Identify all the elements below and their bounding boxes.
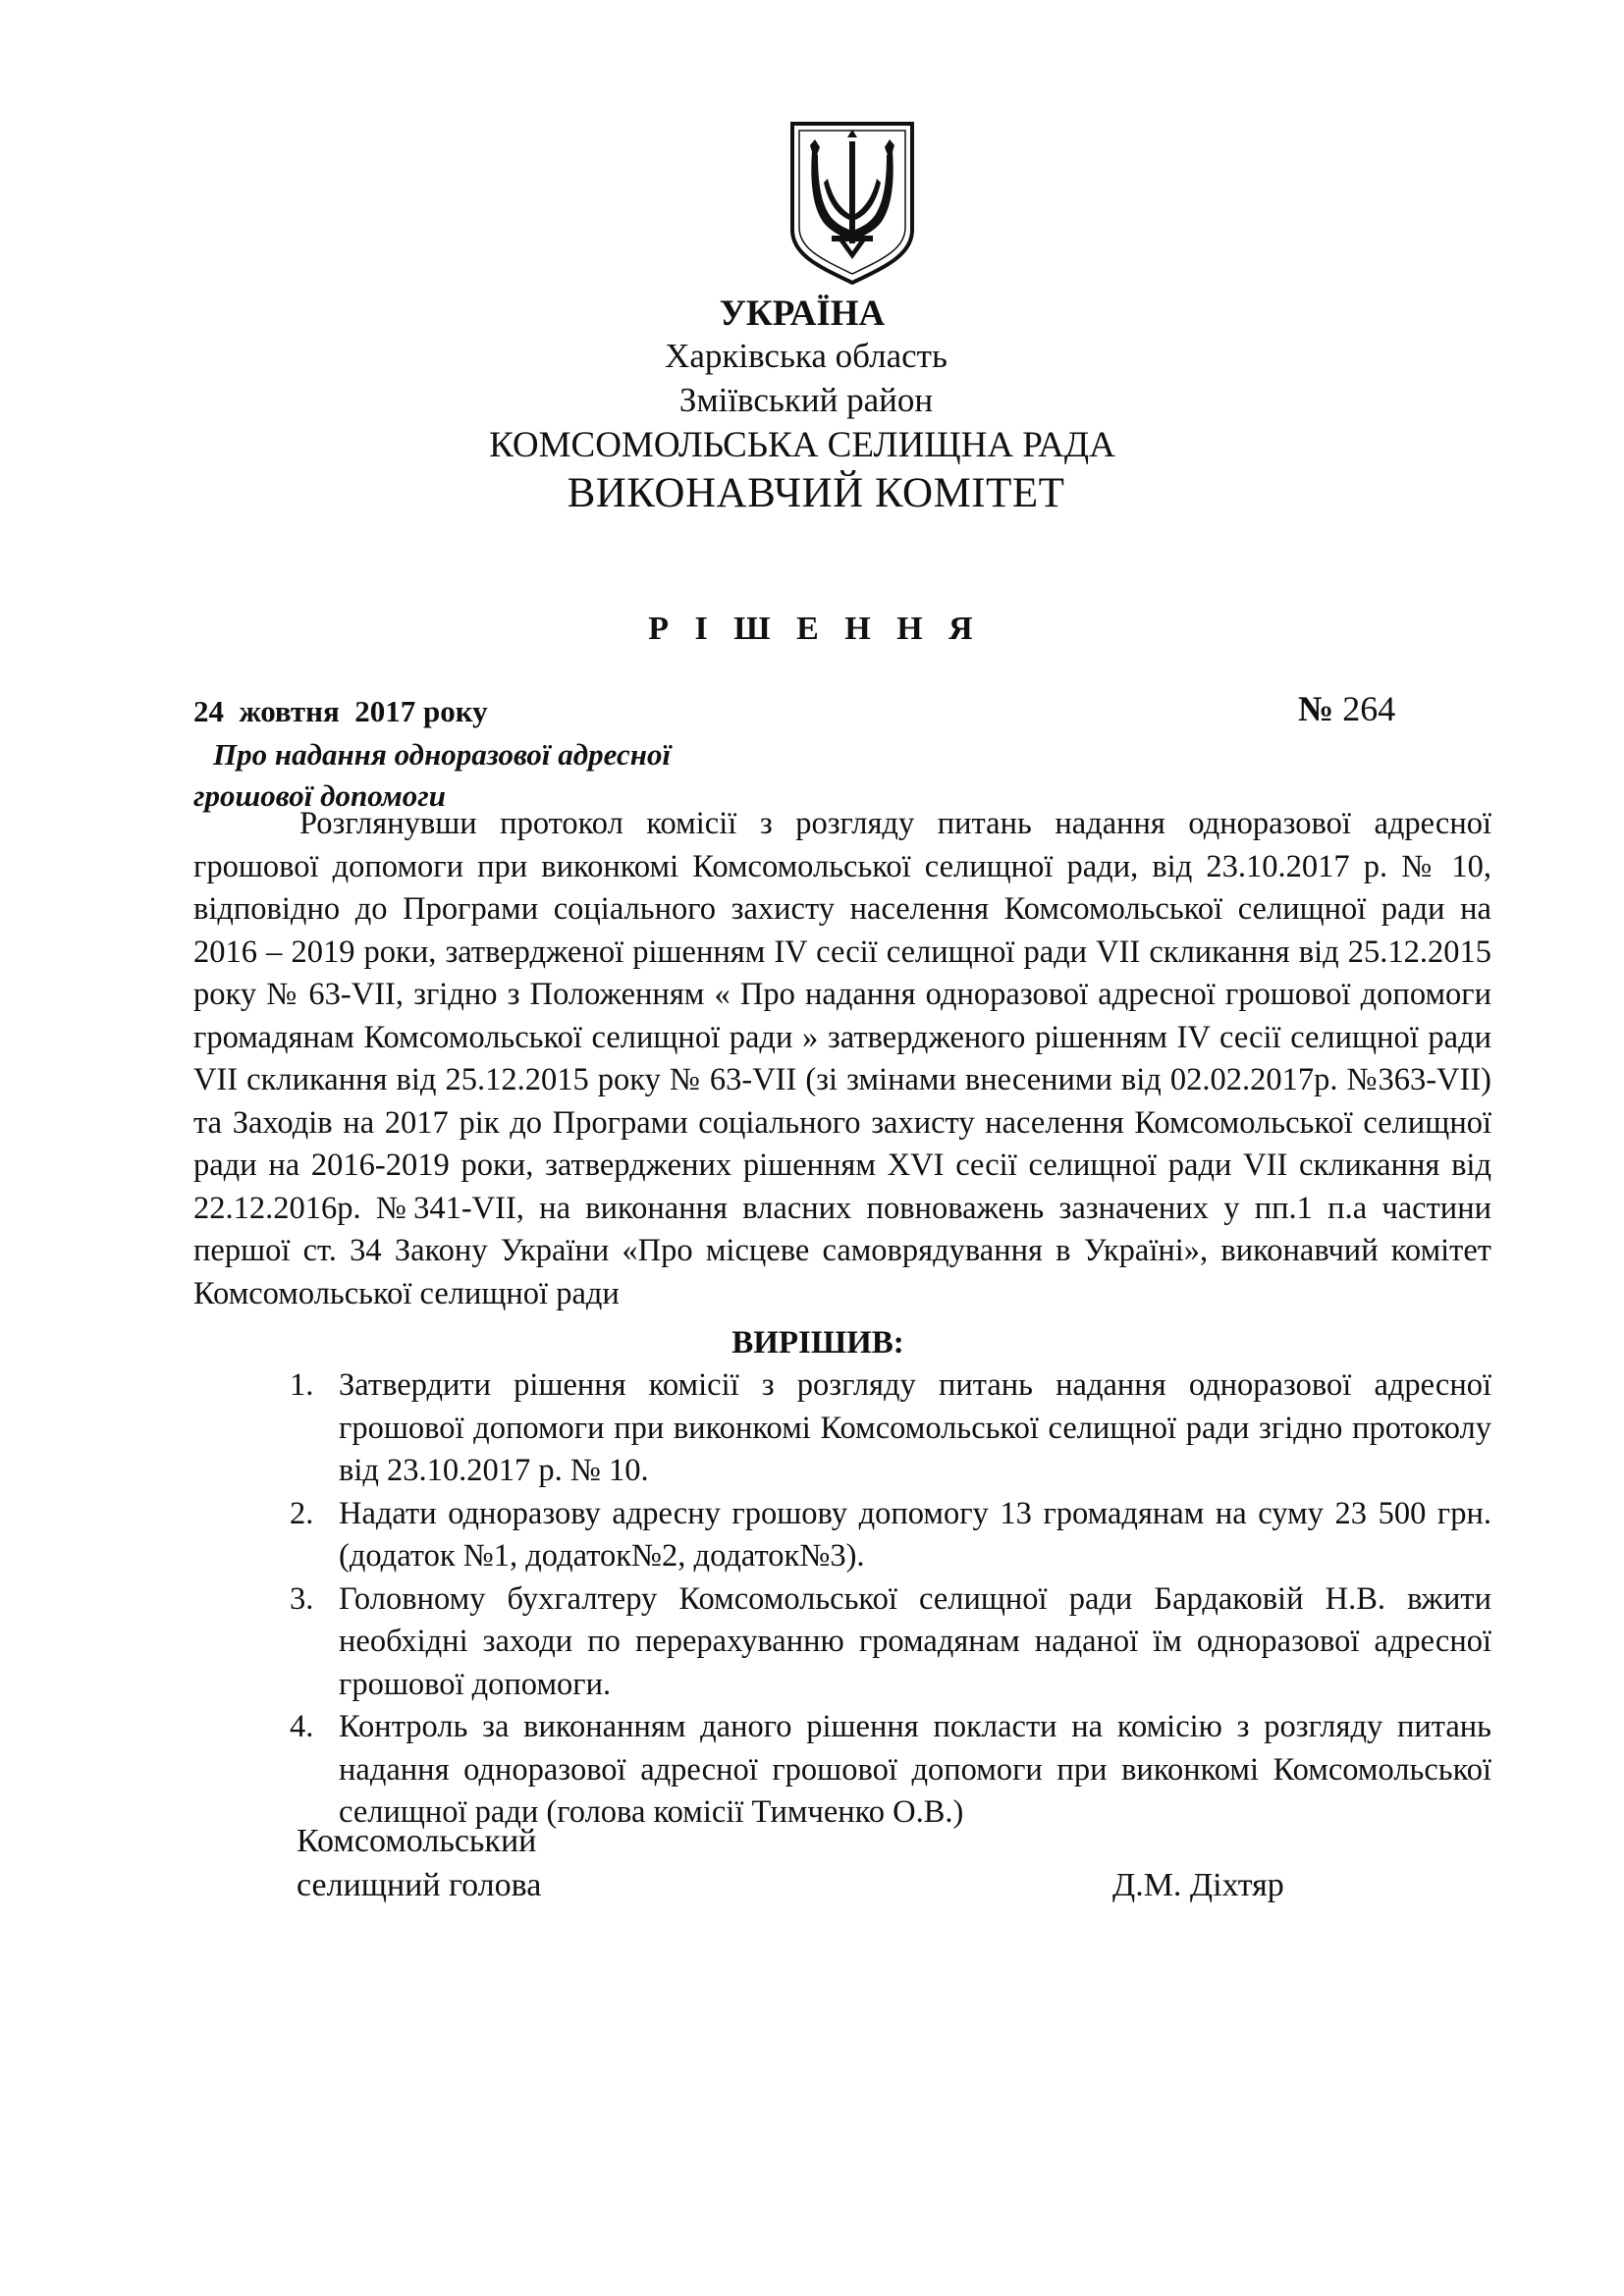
item-text: Затвердити рішення комісії з розгляду питань надання одноразової адресної грошової допомоги при виконкомі Комсомольської селищної ради згідно протоколу від 23.10.2017 р. № 10. bbox=[339, 1367, 1491, 1488]
number-sign: № bbox=[1298, 689, 1334, 728]
subject-line-2: грошової допомоги bbox=[193, 778, 446, 813]
signature-line-2: селищний голова bbox=[297, 1867, 542, 1903]
decision-item bbox=[290, 1706, 1491, 1835]
signature-title bbox=[297, 1819, 541, 1907]
item-text: Контроль за виконанням даного рішення покласти на комісію з розгляду питань надання одноразової адресної грошової допомоги при виконкомі Комсомольської селищної ради (голова комісії Тимченко О.В.) bbox=[339, 1709, 1491, 1830]
decision-item bbox=[290, 1493, 1491, 1578]
trident-coat-of-arms-icon bbox=[788, 120, 916, 287]
signature-line-1: Комсомольський bbox=[297, 1823, 537, 1859]
item-number: 1. bbox=[290, 1367, 314, 1403]
decision-item bbox=[290, 1364, 1491, 1493]
preamble-paragraph: Розглянувши протокол комісії з розгляду питань надання одноразової адресної грошової допомоги при виконкомі Комсомольської селищної ради, від 23.10.2017 р. № 10, відповідно до Програми соціального захисту населення Комсомольської селищної ради на 2016 – 2019 роки, затвердженої рішенням IV сесії селищної ради VII скликання від 25.12.2015 року № 63-VII, згідно з Положенням « Про надання одноразової адресної грошової допомоги громадянам Комсомольської селищної ради » затвердженого рішенням IV сесії селищної ради VII скликання від 25.12.2015 року № 63-VII (зі змінами внесеними від 02.02.2017р. №363-VII) та Заходів на 2017 рік до Програми соціального захисту населення Комсомольської селищної ради на 2016-2019 роки, затверджених рішенням XVI сесії селищної ради VII скликання від 22.12.2016р. №341-VII, на виконання власних повноважень зазначених у пп.1 п.а частини першої ст. 34 Закону України «Про місцеве самоврядування в Україні», виконавчий комітет Комсомольської селищної ради bbox=[193, 806, 1491, 1311]
document-title: Р І Ш Е Н Н Я bbox=[648, 611, 982, 647]
item-number: 3. bbox=[290, 1580, 314, 1617]
decision-number bbox=[1298, 688, 1395, 729]
decision-items-list bbox=[290, 1364, 1491, 1835]
decision-date: 24 жовтня 2017 року bbox=[193, 694, 488, 728]
item-text: Надати одноразову адресну грошову допомогу 13 громадянам на суму 23 500 грн. (додаток №1, додаток№2, додаток№3). bbox=[339, 1495, 1491, 1574]
number-value: 264 bbox=[1342, 689, 1396, 728]
signer-name: Д.М. Діхтяр bbox=[1112, 1867, 1284, 1903]
decision-item bbox=[290, 1578, 1491, 1707]
district-name: Зміївський район bbox=[678, 381, 934, 419]
item-number: 4. bbox=[290, 1709, 314, 1744]
item-number: 2. bbox=[290, 1495, 314, 1531]
item-text: Головному бухгалтеру Комсомольської селищної ради Бардаковій Н.В. вжити необхідні заходи по перерахуванню громадянам наданої їм одноразової адресної грошової допомоги. bbox=[339, 1580, 1491, 1702]
subject-line-1: Про надання одноразової адресної bbox=[213, 737, 672, 772]
region-name: Харківська область bbox=[665, 337, 947, 375]
country-name: УКРАЇНА bbox=[719, 294, 886, 334]
resolve-heading: ВИРІШИВ: bbox=[731, 1325, 904, 1361]
committee-name: ВИКОНАВЧИЙ КОМІТЕТ bbox=[567, 470, 1065, 516]
council-name: КОМСОМОЛЬСЬКА СЕЛИЩНА РАДА bbox=[489, 425, 1115, 465]
